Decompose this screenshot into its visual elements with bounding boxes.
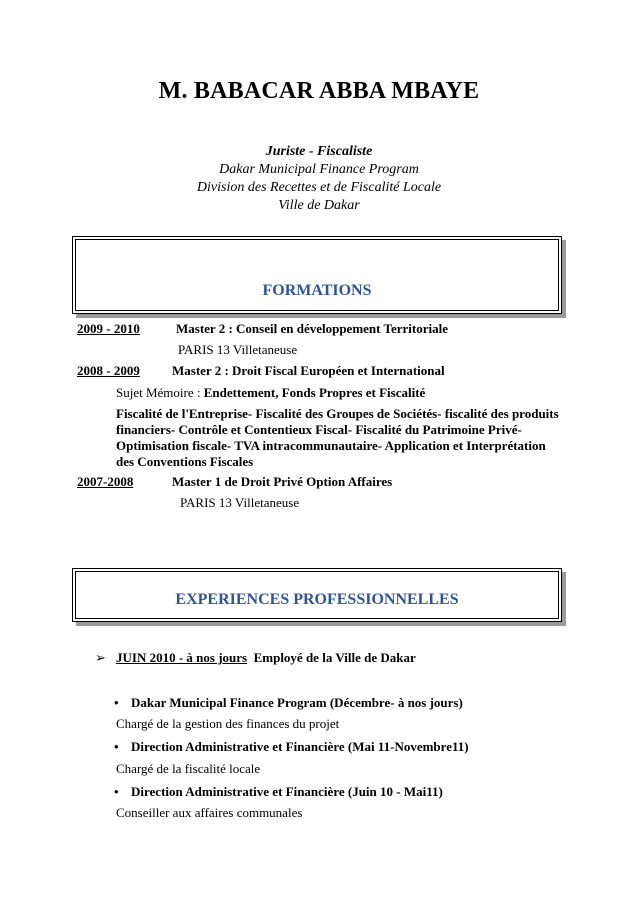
experience-item-title: Direction Administrative et Financière (Mai 11-Novembre11) (131, 739, 469, 754)
experiences-section-box (72, 568, 562, 622)
formation-degree: Master 2 : Droit Fiscal Européen et International (172, 363, 445, 378)
city-name: Ville de Dakar (278, 198, 360, 213)
bullet-icon: • (114, 784, 119, 799)
subjects-line: financiers- Contrôle et Contentieux Fiscal- Fiscalité du Patrimoine Privé- (116, 422, 522, 437)
experience-employer: Employé de la Ville de Dakar (253, 650, 416, 665)
formations-heading: FORMATIONS (262, 282, 372, 299)
cv-name: M. BABACAR ABBA MBAYE (158, 78, 480, 104)
subjects-line: Optimisation fiscale- TVA intracommunautaire- Application et Interprétation (116, 438, 546, 453)
experiences-heading: EXPERIENCES PROFESSIONNELLES (175, 591, 459, 608)
formation-degree: Master 2 : Conseil en développement Territoriale (176, 321, 448, 336)
memoire-label: Sujet Mémoire : (116, 385, 204, 400)
program-name: Dakar Municipal Finance Program (219, 162, 419, 177)
arrow-bullet-icon: ➢ (95, 650, 106, 665)
experience-item-desc: Chargé de la gestion des finances du projet (116, 716, 340, 731)
formation-years: 2007-2008 (77, 474, 134, 489)
subjects-line: Fiscalité de l'Entreprise- Fiscalité des Groupes de Sociétés- fiscalité des produits (116, 406, 559, 421)
experience-main-line (116, 650, 416, 666)
experience-item-desc: Conseiller aux affaires communales (116, 805, 303, 820)
formation-school: PARIS 13 Villetaneuse (178, 342, 298, 357)
formations-section-box (72, 236, 562, 314)
experience-period: JUIN 2010 - à nos jours (116, 650, 248, 665)
memoire-value: Endettement, Fonds Propres et Fiscalité (203, 385, 426, 400)
memoire-line (116, 385, 425, 401)
division-name: Division des Recettes et de Fiscalité Locale (196, 180, 442, 195)
experience-item-title: Dakar Municipal Finance Program (Décembre- à nos jours) (131, 695, 463, 710)
formation-years: 2009 - 2010 (77, 321, 140, 336)
formation-school: PARIS 13 Villetaneuse (180, 495, 300, 510)
bullet-icon: • (114, 695, 119, 710)
subjects-line: des Conventions Fiscales (116, 454, 254, 469)
job-title: Juriste - Fiscaliste (265, 144, 373, 159)
formation-degree: Master 1 de Droit Privé Option Affaires (172, 474, 393, 489)
bullet-icon: • (114, 739, 119, 754)
experience-item-desc: Chargé de la fiscalité locale (116, 761, 261, 776)
experience-item-title: Direction Administrative et Financière (Juin 10 - Mai11) (131, 784, 443, 799)
formation-years: 2008 - 2009 (77, 363, 140, 378)
